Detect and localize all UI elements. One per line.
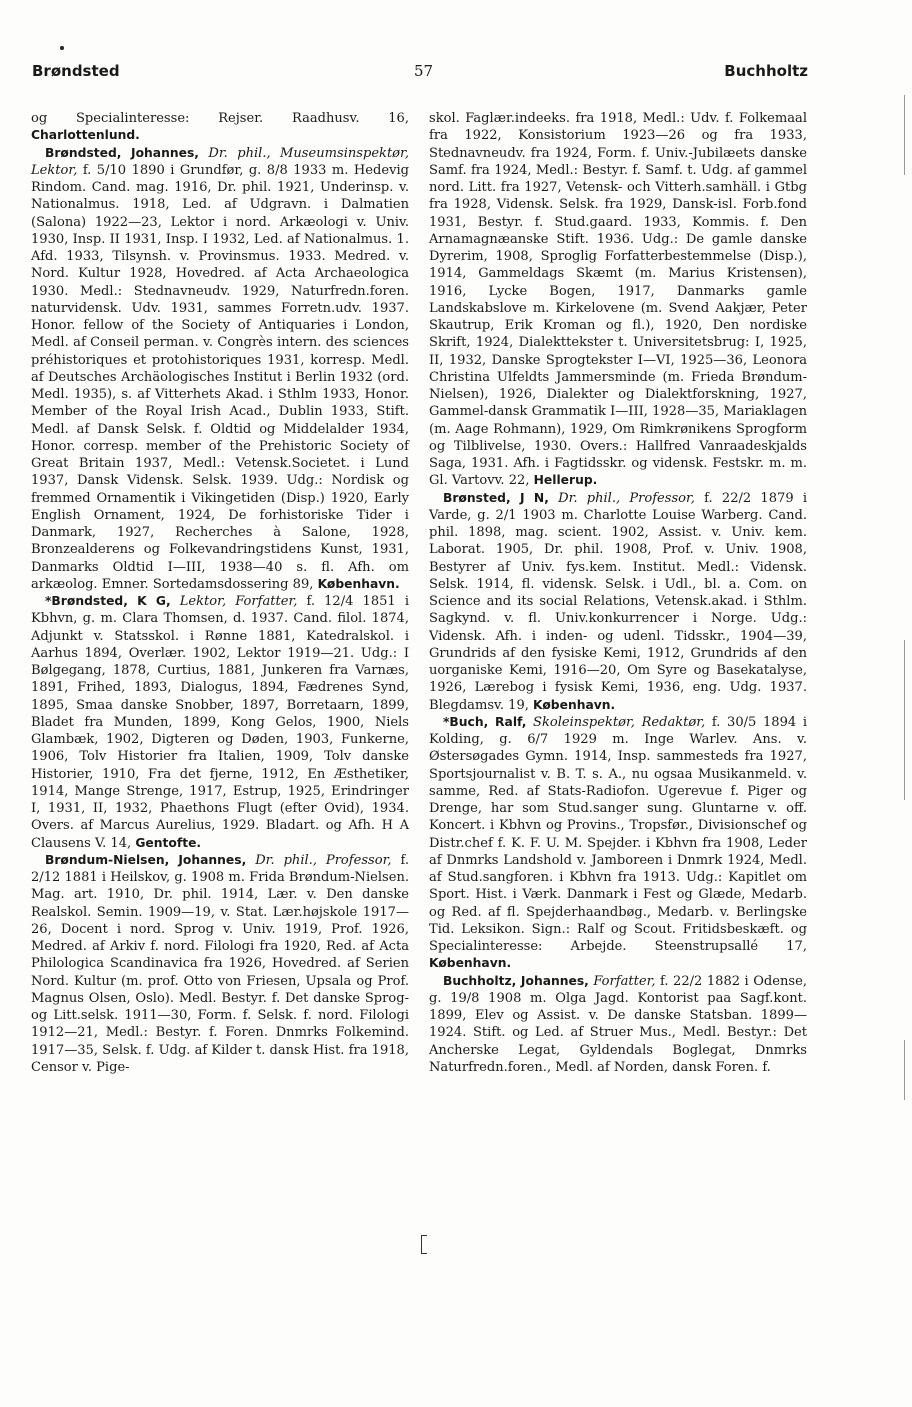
left-column (31, 110, 409, 1076)
biography-entry (429, 714, 807, 973)
entry-continuation (429, 110, 807, 490)
header-last-entry: Buchholtz (724, 62, 808, 80)
entry-title: Dr. phil., Professor, (255, 852, 392, 868)
entry-place: Hellerup. (533, 473, 598, 488)
biography-entry (429, 490, 807, 714)
margin-bracket (421, 1235, 427, 1254)
entry-place: København. (429, 956, 512, 971)
entry-text: f. 5/10 1890 i Grundfør, g. 8/8 1933 m. Hedevig Rindom. Cand. mag. 1916, Dr. phil. 1921, Underinsp. v. Nationalmus. 1918, Led. af Udgravn. i Dalmatien (Salona) 1922—23, Lektor i nord. Arkæologi v. Univ. 1930, Insp. II 1931, Insp. I 1932, Led. af Nationalmus. 1. Afd. 1933, Tilsynsh. v. Provinsmus. 1933. Medred. v. Nord. Kultur 1928, Hovedred. af Acta Archaeologica 1930. Medl.: Stednavneudv. 1929, Naturfredn.foren. naturvidensk. Udv. 1931, sammes Forretn.udv. 1937. Honor. fellow of the Society of Antiquaries i London, Medl. af Conseil perman. v. Congrès intern. des sciences préhistoriques et protohistoriques 1931, korresp. Medl. af Deutsches Archäologisches Institut i Berlin 1932 (ord. Medl. 1935), s. af Vitterhets Akad. i Sthlm 1933, Honor. Member of the Royal Irish Acad., Dublin 1933, Stift. Medl. af Dansk Selsk. f. Oldtid og Middelalder 1934, Honor. corresp. member of the Prehistoric Society of Great Britain 1937, Medl.: Vetensk.Societet. i Lund 1937, Dansk Vidensk. Selsk. 1939. Udg.: Nordisk og fremmed Ornamentik i Vikingetiden (Disp.) 1920, Early English Ornament, 1924, De forhistoriske Tider i Danmark, 1927, Recherches à Salone, 1928, Bronzealderens og Folkevandringstidens Kunst, 1931, Danmarks Oldtid I—III, 1938—40 s. fl. Afh. om arkæolog. Emner. Sortedamsdossering 89, (31, 162, 409, 592)
edge-mark (904, 1040, 905, 1100)
entry-text (549, 491, 558, 506)
entry-text: f. 22/2 1879 i Varde, g. 2/1 1903 m. Charlotte Louise Warberg. Cand. phil. 1898, mag. scient. 1902, Assist. v. Univ. kem. Laborat. 1905, Dr. phil. 1908, Prof. v. Univ. 1908, Bestyrer af Univ. fys.kem. Institut. Medl.: Vidensk. Selsk. 1914, fl. vidensk. Selsk. i Udl., bl. a. Com. on Science and its social Relations, Vetensk.akad. i Sthlm. Sagkynd. v. fl. Univ.konkurrencer i Norge. Udg.: Vidensk. Afh. i inden- og udenl. Tidsskr., 1904—39, Grundrids af den fysiske Kemi, 1912, Grundrids af den uorganiske Kemi, 1916—20, Om Syre og Basekatalyse, 1926, Lærebog i fysisk Kemi, 1936, eng. Udg. 1937. Blegdamsv. 19, (429, 490, 807, 713)
entry-text: f. 22/2 1882 i Odense, g. 19/8 1908 m. Olga Jagd. Kontorist paa Sagf.kont. 1899, Elev og Assist. v. De danske Statsban. 1899—1924. Stift. og Led. af Struer Mus., Medl. Bestyr.: Det Ancherske Legat, Gyldendals Boglegat, Dnmrks Naturfredn.foren., Medl. af Norden, dansk Foren. f. (429, 973, 807, 1075)
entry-place: Gentofte. (135, 835, 202, 850)
running-header (32, 62, 808, 84)
biography-entry (31, 145, 409, 594)
entry-title: Forfatter, (593, 973, 656, 989)
entry-text: f. 30/5 1894 i Kolding, g. 6/7 1929 m. Inge Warlev. Ans. v. Østersøgades Gymn. 1914, Insp. sammesteds fra 1927, Sportsjournalist v. B. T. s. A., nu ogsaa Musikanmeld. v. samme, Red. af Stats-Radiofon. Ugerevue f. Piger og Drenge, har som Stud.sanger sung. Gluntarne v. off. Koncert. i Kbhvn og Provins., Tropsfør., Divisionschef og Distr.chef f. K. F. U. M. Spejder. i Kbhvn fra 1908, Leder af Dnmrks Landshold v. Jamboreen i Dnmrk 1924, Medl. af Stud.sangforen. i Kbhvn fra 1913. Udg.: Kapitlet om Sport. Hist. i Værk. Danmark i Fest og Glæde, Medarb. og Red. af fl. Spejderhaandbøg., Medarb. v. Berlingske Tid. Leksikon. Sign.: Ralf og Scout. Fritidsbeskæft. og Specialinteresse: Arbejde. Steenstrupsallé 17, (429, 714, 807, 954)
biography-entry (429, 973, 807, 1077)
entry-text (171, 594, 180, 609)
biography-entry (31, 593, 409, 852)
entry-headword: Brøndsted, Johannes, (45, 145, 199, 160)
entry-title: Lektor, Forfatter, (179, 594, 298, 609)
entry-text: f. 2/12 1881 i Heilskov, g. 1908 m. Frida Brøndum-Nielsen. Mag. art. 1910, Dr. phil. 1914, Lær. v. Den danske Realskol. Semin. 1909—19, v. Stat. Lær.højskole 1917—26, Docent i nord. Sprog v. Univ. 1919, Prof. 1926, Medred. af Arkiv f. nord. Filologi fra 1920, Red. af Acta Philologica Scandinavica fra 1926, Hovedred. af Serien Nord. Kultur (m. prof. Otto von Friesen, Upsala og Prof. Magnus Olsen, Oslo). Medl. Bestyr. f. Det danske Sprog- og Litt.selsk. 1911—30, Form. f. Selsk. f. nord. Filologi 1912—21, Medl.: Bestyr. f. Foren. Dnmrks Folkemind. 1917—35, Selsk. f. Udg. af Kilder t. dansk Hist. fra 1918, Censor v. Pige- (31, 852, 409, 1075)
entry-text (199, 146, 208, 161)
entry-headword: Brøndum-Nielsen, Johannes, (45, 852, 247, 867)
entry-text (246, 853, 255, 868)
entry-title: Skoleinspektør, Redaktør, (533, 714, 706, 730)
entry-text: f. 12/4 1851 i Kbhvn, g. m. Clara Thomsen, d. 1937. Cand. filol. 1874, Adjunkt v. Statsskol. i Rønne 1881, Katedralskol. i Aarhus 1894, Overlær. 1902, Lektor 1919—21. Udg.: I Bølgegang, 1878, Curtius, 1881, Junkeren fra Varnæs, 1891, Frihed, 1893, Dialogus, 1894, Fædrenes Synd, 1895, Smaa danske Snobber, 1897, Borretaarn, 1899, Bladet fra Munden, 1899, Kong Gelos, 1900, Niels Glambæk, 1902, Digteren og Døden, 1903, Funkerne, 1906, Tolv Historier fra Italien, 1909, Tolv danske Historier, 1910, Fra det fjerne, 1912, En Æsthetiker, 1914, Mange Strenge, 1917, Estrup, 1925, Erindringer I, 1931, II, 1932, Phaethons Flugt (efter Ovid), 1934. Overs. af Marcus Aurelius, 1929. Bladart. og Afh. H A Clausens V. 14, (31, 594, 409, 851)
biography-entry (31, 852, 409, 1076)
entry-title: Dr. phil., Museumsinspektør, Lektor, (31, 145, 409, 178)
entry-title: Dr. phil., Professor, (558, 490, 695, 506)
entry-text: og Specialinteresse: Rejser. Raadhusv. 16, (31, 111, 409, 126)
page-number: 57 (414, 62, 434, 80)
entry-place: København. (533, 697, 616, 712)
ink-speck (60, 46, 64, 50)
entry-headword: Buchholtz, Johannes, (443, 973, 589, 988)
edge-mark (904, 95, 905, 175)
edge-mark (904, 640, 905, 800)
entry-text: skol. Faglær.indeeks. fra 1918, Medl.: Udv. f. Folkemaal fra 1922, Konsistorium 1923—26 og fra 1933, Stednavneudv. fra 1924, Form. f. Univ.-Jubilæets danske Samf. fra 1924, Medl.: Bestyr. f. Samf. t. Udg. af gammel nord. Litt. fra 1927, Vetensk- och Vitterh.samhäll. i Gtbg fra 1928, Vidensk. Selsk. fra 1929, Dansk-isl. Forb.fond 1931, Bestyr. f. Stud.gaard. 1933, Kommis. f. Den Arnamagnæanske Stift. 1936. Udg.: De gamle danske Dyrerim, 1908, Sproglig Forfatterbestemmelse (Disp.), 1914, Gammeldags Skæmt (m. Marius Kristensen), 1916, Lycke Bogen, 1917, Danmarks gamle Landskabslove m. Kirkelovene (m. Svend Aakjær, Peter Skautrup, Erik Kroman og fl.), 1920, Den nordiske Skrift, 1924, Dialekttekster t. Universitetsbrug: I, 1925, II, 1932, Danske Sprogtekster I—VI, 1925—36, Leonora Christina Ulfeldts Jammersminde (m. Frieda Brøndum-Nielsen), 1926, Dialekter og Dialektforskning, 1927, Gammel-dansk Grammatik I—III, 1928—35, Mariaklagen (m. Aage Rohmann), 1929, Om Rimkrønikens Sprogform og Tilblivelse, 1930. Overs.: Hallfred Vanraadeskjalds Saga, 1931. Afh. i Fagtidsskr. og vidensk. Festskr. m. m. Gl. Vartovv. 22, (429, 111, 807, 489)
entry-place: Charlottenlund. (31, 128, 140, 143)
entry-place: København. (317, 576, 400, 591)
right-column (429, 110, 807, 1076)
header-first-entry: Brøndsted (32, 62, 120, 80)
entry-continuation (31, 110, 409, 145)
entry-headword: *Buch, Ralf, (443, 714, 527, 729)
entry-headword: *Brøndsted, K G, (45, 594, 171, 608)
entry-headword: Brønsted, J N, (443, 490, 549, 505)
